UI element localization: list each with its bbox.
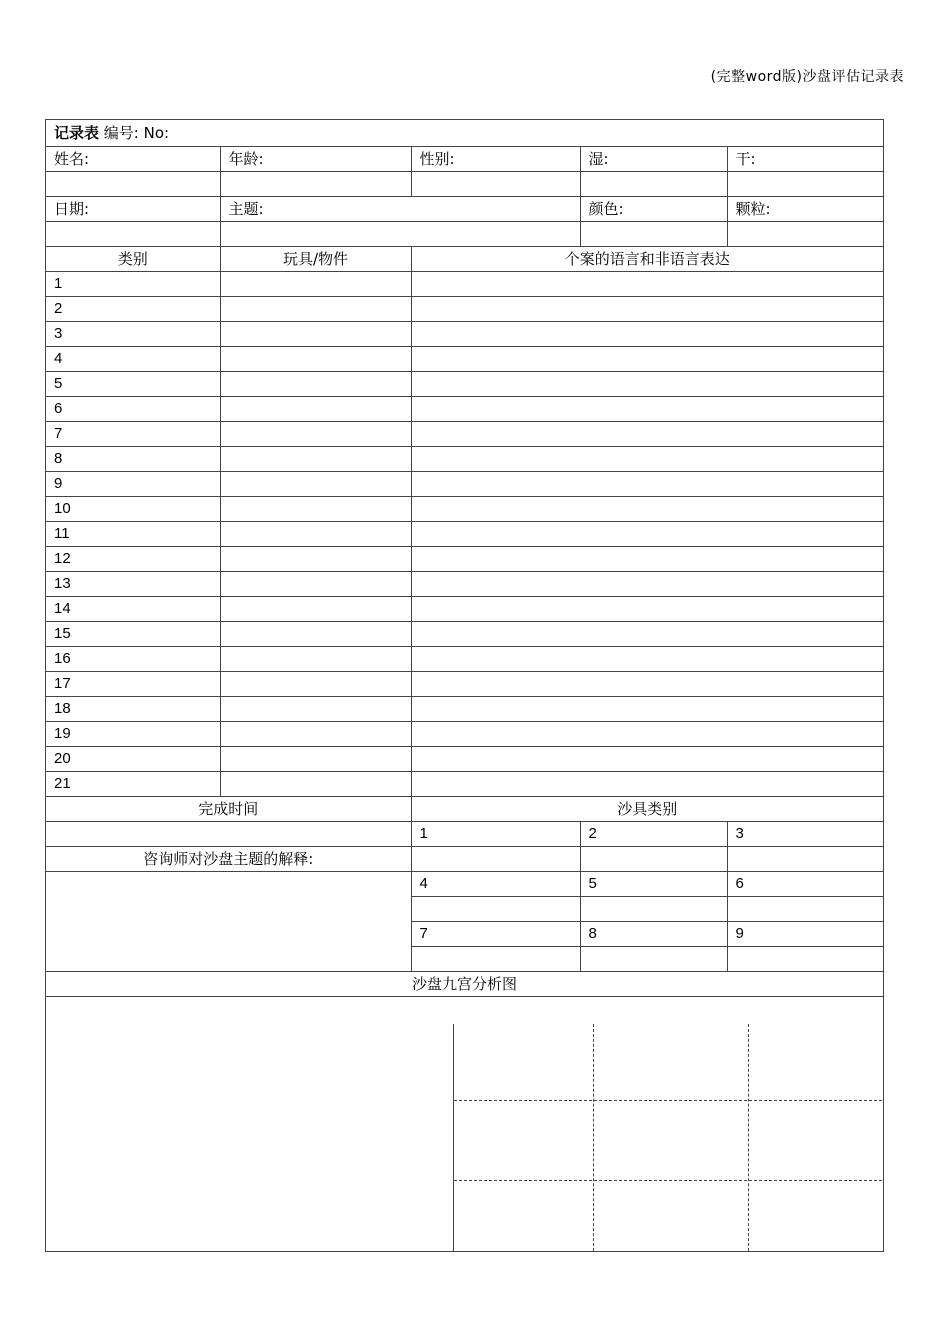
- row-number: 15: [46, 621, 220, 646]
- list-row: [46, 621, 883, 646]
- completion-header-row: [46, 796, 883, 821]
- expression-cell[interactable]: [411, 346, 883, 371]
- toy-cell[interactable]: [220, 546, 411, 571]
- expression-cell[interactable]: [411, 646, 883, 671]
- category-2-field[interactable]: [580, 846, 727, 871]
- category-5-field[interactable]: [580, 896, 727, 921]
- grain-field[interactable]: [727, 221, 883, 246]
- category-7: 7: [411, 921, 580, 946]
- toy-cell[interactable]: [220, 571, 411, 596]
- row-number: 20: [46, 746, 220, 771]
- category-9-field[interactable]: [727, 946, 883, 971]
- row-number: 16: [46, 646, 220, 671]
- toy-cell[interactable]: [220, 596, 411, 621]
- list-row: [46, 346, 883, 371]
- counselor-field[interactable]: [46, 871, 411, 971]
- grain-label: 颗粒:: [727, 196, 883, 221]
- row-number: 9: [46, 471, 220, 496]
- toy-cell[interactable]: [220, 371, 411, 396]
- gender-label: 性别:: [411, 146, 580, 171]
- number-label: 编号:: [103, 124, 139, 143]
- expression-cell[interactable]: [411, 396, 883, 421]
- row-number: 6: [46, 396, 220, 421]
- expression-cell[interactable]: [411, 596, 883, 621]
- row-number: 3: [46, 321, 220, 346]
- expression-cell[interactable]: [411, 296, 883, 321]
- list-row: [46, 296, 883, 321]
- list-row: [46, 521, 883, 546]
- expression-header: 个案的语言和非语言表达: [411, 246, 883, 271]
- expression-cell[interactable]: [411, 671, 883, 696]
- expression-cell[interactable]: [411, 496, 883, 521]
- toy-cell[interactable]: [220, 646, 411, 671]
- counselor-label: 咨询师对沙盘主题的解释:: [46, 846, 411, 871]
- expression-cell[interactable]: [411, 571, 883, 596]
- list-row: [46, 721, 883, 746]
- toy-cell[interactable]: [220, 396, 411, 421]
- row-number: 1: [46, 271, 220, 296]
- toy-cell[interactable]: [220, 521, 411, 546]
- expression-cell[interactable]: [411, 746, 883, 771]
- wet-label: 湿:: [580, 146, 727, 171]
- document-header-note: (完整word版)沙盘评估记录表: [710, 69, 904, 85]
- row-number: 11: [46, 521, 220, 546]
- toy-cell[interactable]: [220, 746, 411, 771]
- list-row: [46, 571, 883, 596]
- color-label: 颜色:: [580, 196, 727, 221]
- theme-field[interactable]: [220, 221, 580, 246]
- expression-cell[interactable]: [411, 471, 883, 496]
- info-labels-row-1: [46, 146, 883, 171]
- nine-grid-vline-2: [748, 1024, 749, 1251]
- row-number: 12: [46, 546, 220, 571]
- expression-cell[interactable]: [411, 421, 883, 446]
- toy-cell[interactable]: [220, 621, 411, 646]
- list-row: [46, 496, 883, 521]
- category-1-field[interactable]: [411, 846, 580, 871]
- name-field[interactable]: [46, 171, 220, 196]
- dry-field[interactable]: [727, 171, 883, 196]
- category-4: 4: [411, 871, 580, 896]
- info-labels-row-2: [46, 196, 883, 221]
- row-number: 8: [46, 446, 220, 471]
- list-row: [46, 421, 883, 446]
- category-7-field[interactable]: [411, 946, 580, 971]
- category-6-field[interactable]: [727, 896, 883, 921]
- expression-cell[interactable]: [411, 521, 883, 546]
- list-row: [46, 471, 883, 496]
- info-values-row-1: [46, 171, 883, 196]
- category-1: 1: [411, 821, 580, 846]
- list-row: [46, 396, 883, 421]
- age-label: 年龄:: [220, 146, 411, 171]
- toy-cell[interactable]: [220, 321, 411, 346]
- category-row-1: [46, 821, 883, 846]
- date-field[interactable]: [46, 221, 220, 246]
- list-row: [46, 771, 883, 796]
- category-6: 6: [727, 871, 883, 896]
- category-row-1-values: [46, 846, 883, 871]
- info-values-row-2: [46, 221, 883, 246]
- nine-grid-title: 沙盘九宫分析图: [46, 971, 883, 996]
- row-number: 19: [46, 721, 220, 746]
- nine-grid-hline-2: [454, 1180, 882, 1181]
- expression-cell[interactable]: [411, 546, 883, 571]
- dry-label: 干:: [727, 146, 883, 171]
- row-number: 4: [46, 346, 220, 371]
- list-row: [46, 646, 883, 671]
- theme-label: 主题:: [220, 196, 580, 221]
- nine-grid-vline-1: [593, 1024, 594, 1251]
- row-number: 13: [46, 571, 220, 596]
- list-row: [46, 321, 883, 346]
- row-number: 10: [46, 496, 220, 521]
- list-row: [46, 446, 883, 471]
- wet-field[interactable]: [580, 171, 727, 196]
- toy-cell[interactable]: [220, 671, 411, 696]
- record-form: [45, 119, 884, 1252]
- expression-cell[interactable]: [411, 771, 883, 796]
- toy-cell[interactable]: [220, 271, 411, 296]
- toy-cell[interactable]: [220, 421, 411, 446]
- category-9: 9: [727, 921, 883, 946]
- category-header: 类别: [46, 246, 220, 271]
- list-row: [46, 746, 883, 771]
- list-row: [46, 371, 883, 396]
- completion-time-label: 完成时间: [46, 796, 411, 821]
- list-row: [46, 271, 883, 296]
- category-row-2: [46, 871, 883, 896]
- no-label: No:: [143, 124, 170, 143]
- row-number: 2: [46, 296, 220, 321]
- color-field[interactable]: [580, 221, 727, 246]
- toy-cell[interactable]: [220, 296, 411, 321]
- completion-time-field[interactable]: [46, 821, 411, 846]
- toy-cell[interactable]: [220, 696, 411, 721]
- row-number: 21: [46, 771, 220, 796]
- list-row: [46, 546, 883, 571]
- toy-cell[interactable]: [220, 496, 411, 521]
- list-row: [46, 596, 883, 621]
- expression-cell[interactable]: [411, 621, 883, 646]
- record-table: [46, 120, 883, 997]
- category-3: 3: [727, 821, 883, 846]
- nine-grid-hline-1: [454, 1100, 882, 1101]
- nine-grid-title-row: [46, 971, 883, 996]
- list-row: [46, 671, 883, 696]
- form-title: 记录表: [54, 124, 100, 143]
- category-2: 2: [580, 821, 727, 846]
- row-number: 18: [46, 696, 220, 721]
- title-row: [46, 120, 883, 146]
- list-row: [46, 696, 883, 721]
- date-label: 日期:: [46, 196, 220, 221]
- row-number: 14: [46, 596, 220, 621]
- name-label: 姓名:: [46, 146, 220, 171]
- gender-field[interactable]: [411, 171, 580, 196]
- category-8: 8: [580, 921, 727, 946]
- expression-cell[interactable]: [411, 271, 883, 296]
- toy-cell[interactable]: [220, 346, 411, 371]
- row-number: 17: [46, 671, 220, 696]
- nine-grid-notes-area[interactable]: [46, 1024, 454, 1251]
- category-8-field[interactable]: [580, 946, 727, 971]
- category-4-field[interactable]: [411, 896, 580, 921]
- expression-cell[interactable]: [411, 321, 883, 346]
- nine-grid-area: [46, 1024, 883, 1251]
- expression-cell[interactable]: [411, 446, 883, 471]
- category-5: 5: [580, 871, 727, 896]
- row-number: 5: [46, 371, 220, 396]
- list-header-row: [46, 246, 883, 271]
- toy-header: 玩具/物件: [220, 246, 411, 271]
- expression-cell[interactable]: [411, 371, 883, 396]
- expression-cell[interactable]: [411, 721, 883, 746]
- toy-cell[interactable]: [220, 721, 411, 746]
- toy-cell[interactable]: [220, 771, 411, 796]
- sand-category-label: 沙具类别: [411, 796, 883, 821]
- expression-cell[interactable]: [411, 696, 883, 721]
- category-3-field[interactable]: [727, 846, 883, 871]
- age-field[interactable]: [220, 171, 411, 196]
- toy-cell[interactable]: [220, 446, 411, 471]
- row-number: 7: [46, 421, 220, 446]
- toy-cell[interactable]: [220, 471, 411, 496]
